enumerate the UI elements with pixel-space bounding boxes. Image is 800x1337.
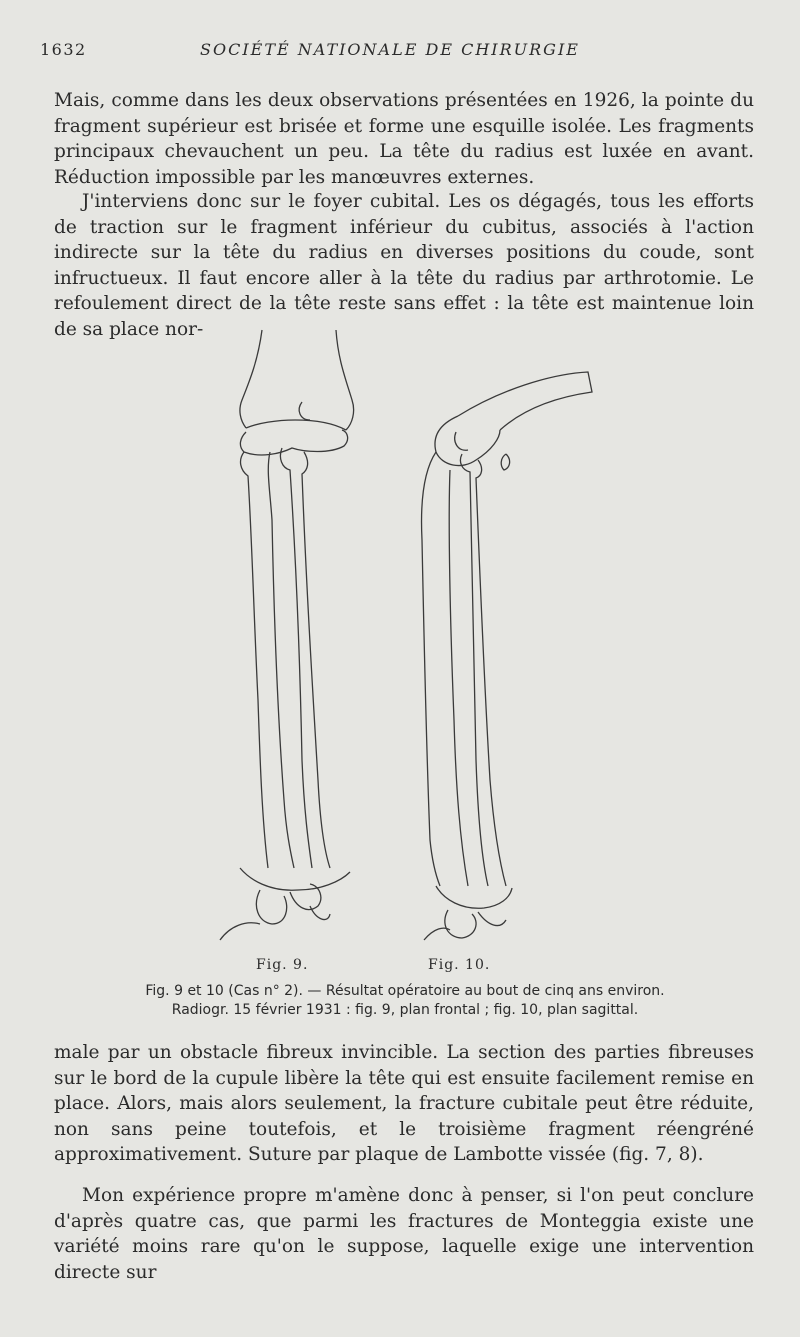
- fig9-label: Fig. 9.: [256, 957, 309, 973]
- paragraph: J'interviens donc sur le foyer cubital. Les os dégagés, tous les efforts de traction sur le fragment inférieur du cubitus, associés à l'action indirecte sur la tête du radius en diverses positions du coude, sont infructueux. Il faut encore aller à la tête du radius par arthrotomie. Le refoulement direct de la tête reste sans effet : la tête est maintenue loin de sa place nor-: [54, 191, 754, 340]
- fig10-sagittal-drawing: [422, 372, 592, 940]
- paragraph: Mon expérience propre m'amène donc à penser, si l'on peut conclure d'après quatre cas, que parmi les fractures de Monteggia existe une variété moins rare qu'on le suppose, laquelle exige une intervention directe sur: [54, 1185, 754, 1283]
- running-head: SOCIÉTÉ NATIONALE DE CHIRURGIE: [200, 40, 580, 59]
- fig10-label: Fig. 10.: [428, 957, 491, 973]
- page-header: [40, 40, 760, 64]
- figure-caption: [60, 982, 750, 1020]
- forearm-radiograph-drawings: [200, 320, 620, 960]
- paragraph: male par un obstacle fibreux invincible. La section des parties fibreuses sur le bord de la cupule libère la tête qui est ensuite facilement remise en place. Alors, mais alors seulement, la fracture cubitale peut être réduite, non sans peine toutefois, et le troisième fragment réengréné approximativement. Suture par plaque de Lambotte vissée (fig. 7, 8).: [54, 1042, 754, 1165]
- caption-line: Radiogr. 15 février 1931 : fig. 9, plan frontal ; fig. 10, plan sagittal.: [171, 1002, 639, 1018]
- page-number: 1632: [40, 40, 87, 59]
- paragraph: Mais, comme dans les deux observations présentées en 1926, la pointe du fragment supérieur est brisée et forme une esquille isolée. Les fragments principaux chevauchent un peu. La tête du radius est luxée en avant. Réduction impossible par les manœuvres externes.: [54, 90, 754, 188]
- fig9-frontal-drawing: [220, 330, 354, 940]
- caption-line: Fig. 9 et 10 (Cas n° 2). — Résultat opératoire au bout de cinq ans environ.: [145, 983, 665, 999]
